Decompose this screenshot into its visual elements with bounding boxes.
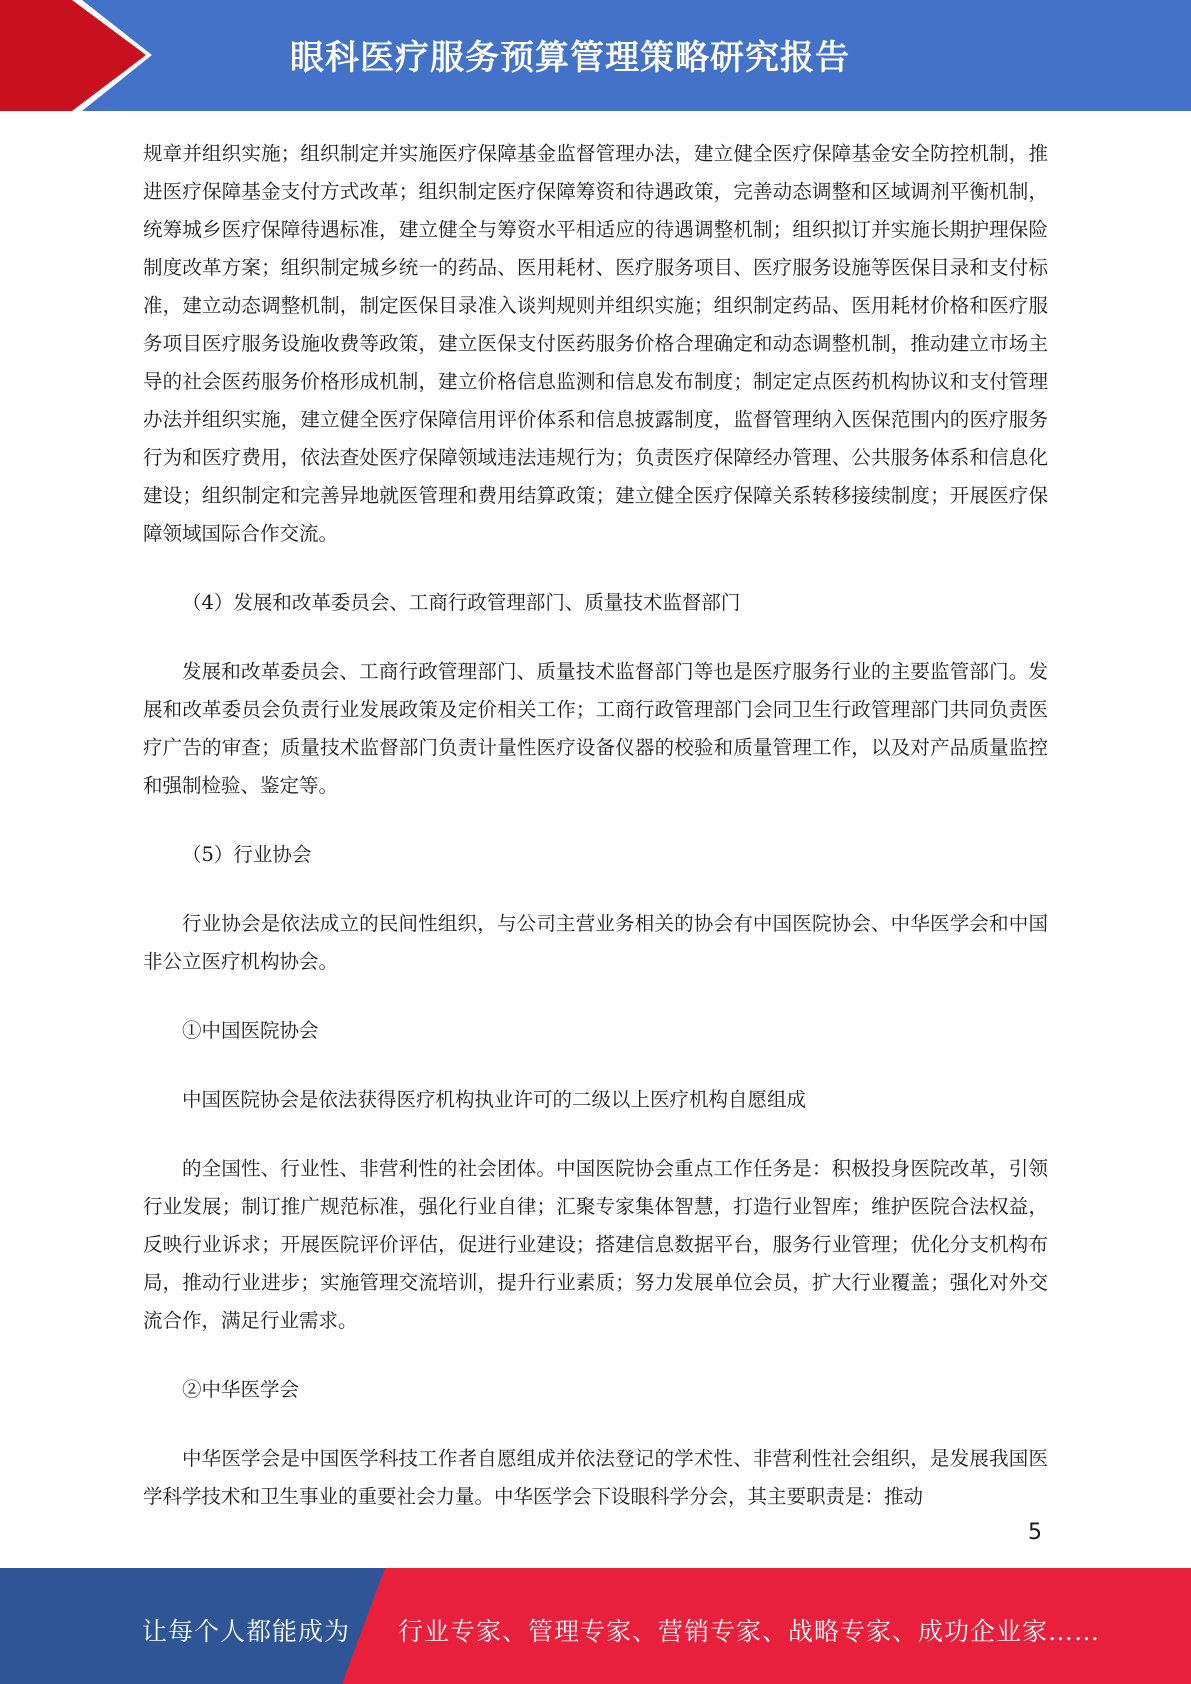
subsection-heading-2: ②中华医学会	[182, 1378, 300, 1401]
footer-slogan-right: 行业专家、管理专家、营销专家、战略专家、成功企业家……	[398, 1617, 1101, 1646]
page-header	[0, 0, 1191, 111]
section-heading-4: （4）发展和改革委员会、工商行政管理部门、质量技术监督部门	[182, 591, 741, 614]
document-body	[143, 135, 1048, 1516]
paragraph: 中华医学会是中国医学科技工作者自愿组成并依法登记的学术性、非营利性社会组织，是发展我国医学科学技术和卫生事业的重要社会力量。中华医学会下设眼科学分会，其主要职责是：推动	[143, 1447, 1048, 1508]
paragraph-continued: 规章并组织实施；组织制定并实施医疗保障基金监督管理办法，建立健全医疗保障基金安全防控机制，推进医疗保障基金支付方式改革；组织制定医疗保障筹资和待遇政策，完善动态调整和区域调剂平衡机制，统筹城乡医疗保障待遇标准，建立健全与筹资水平相适应的待遇调整机制；组织拟订并实施长期护理保险制度改革方案；组织制定城乡统一的药品、医用耗材、医疗服务项目、医疗服务设施等医保目录和支付标准，建立动态调整机制，制定医保目录准入谈判规则并组织实施；组织制定药品、医用耗材价格和医疗服务项目医疗服务设施收费等政策，建立医保支付医药服务价格合理确定和动态调整机制，推动建立市场主导的社会医药服务价格形成机制，建立价格信息监测和信息发布制度；制定定点医药机构协议和支付管理办法并组织实施，建立健全医疗保障信用评价体系和信息披露制度，监督管理纳入医保范围内的医疗服务行为和医疗费用，依法查处医疗保障领域违法违规行为；负责医疗保障经办管理、公共服务体系和信息化建设；组织制定和完善异地就医管理和费用结算政策；建立健全医疗保障关系转移接续制度；开展医疗保障领域国际合作交流。	[143, 142, 1048, 545]
paragraph: 发展和改革委员会、工商行政管理部门、质量技术监督部门等也是医疗服务行业的主要监管部门。发展和改革委员会负责行业发展政策及定价相关工作；工商行政管理部门会同卫生行政管理部门共同负责医疗广告的审查；质量技术监督部门负责计量性医疗设备仪器的校验和质量管理工作，以及对产品质量监控和强制检验、鉴定等。	[143, 660, 1048, 797]
paragraph: 的全国性、行业性、非营利性的社会团体。中国医院协会重点工作任务是：积极投身医院改革，引领行业发展；制订推广规范标准，强化行业自律；汇聚专家集体智慧，打造行业智库；维护医院合法权益，反映行业诉求；开展医院评价评估，促进行业建设；搭建信息数据平台，服务行业管理；优化分支机构布局，推动行业进步；实施管理交流培训，提升行业素质；努力发展单位会员，扩大行业覆盖；强化对外交流合作，满足行业需求。	[143, 1157, 1048, 1332]
section-heading-5: （5）行业协会	[182, 843, 312, 866]
paragraph: 行业协会是依法成立的民间性组织，与公司主营业务相关的协会有中国医院协会、中华医学会和中国非公立医疗机构协会。	[143, 912, 1048, 973]
page-number: 5	[1028, 1520, 1042, 1545]
subsection-heading-1: ①中国医院协会	[182, 1019, 319, 1042]
report-title: 眼科医疗服务预算管理策略研究报告	[290, 38, 850, 78]
page-footer	[0, 1568, 1191, 1684]
header-chevron-icon	[0, 0, 146, 111]
footer-slogan-left: 让每个人都能成为	[142, 1617, 351, 1646]
paragraph: 中国医院协会是依法获得医疗机构执业许可的二级以上医疗机构自愿组成	[182, 1088, 807, 1111]
